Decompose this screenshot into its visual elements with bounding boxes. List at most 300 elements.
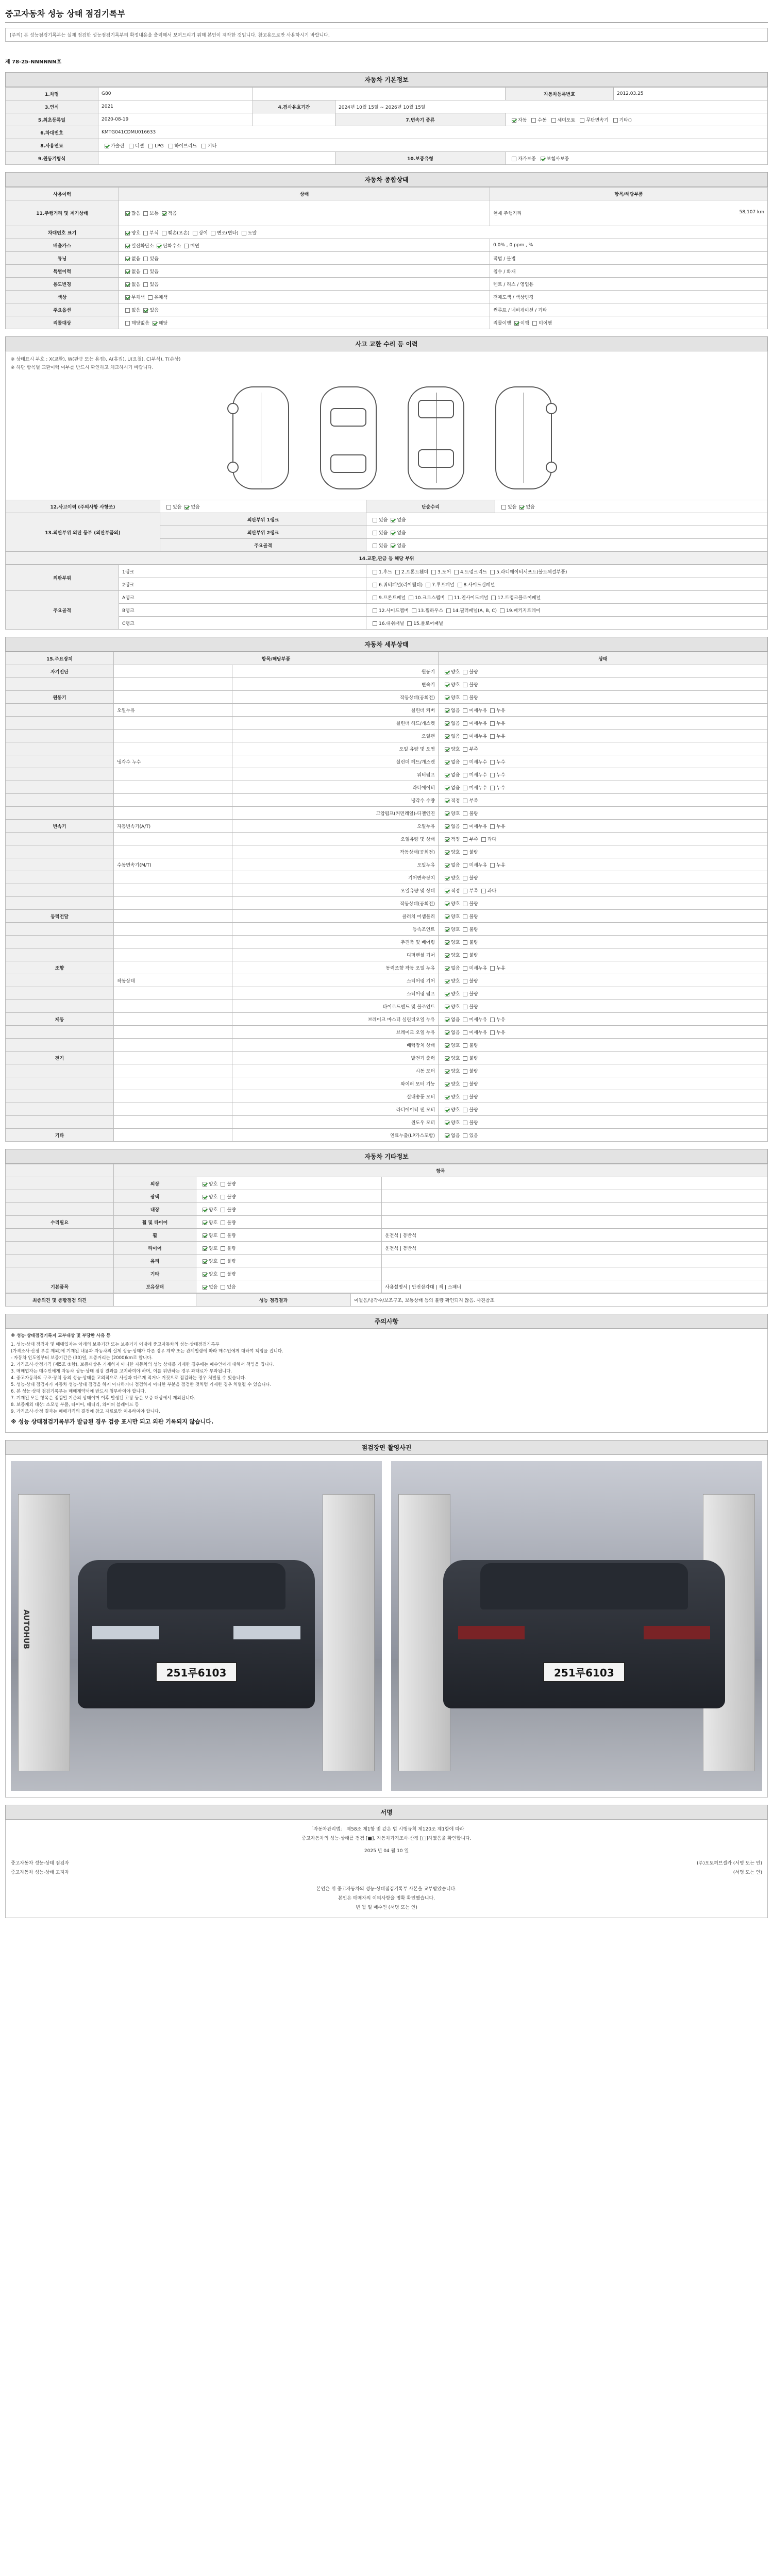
accident-title: 사고 교환 수리 등 이력: [5, 336, 768, 351]
label-emission: 배출가스: [6, 239, 119, 252]
checkbox: [551, 118, 556, 123]
checkbox: [373, 531, 377, 535]
detail-row: 디퍼렌셜 기어 양호 불량: [6, 948, 768, 961]
checkbox: [445, 1005, 449, 1009]
document-number: 제 78-25-NNNNNN호: [5, 59, 62, 65]
checkbox: [203, 1285, 207, 1290]
detail-row: 오일누유 실린더 커버 없음 미세누유 누유: [6, 704, 768, 717]
other-row: 타이어 양호 불량 운전석 | 동반석: [6, 1242, 768, 1255]
checkbox: [162, 211, 166, 216]
checkbox: [490, 734, 495, 739]
caution-title: 주의사항: [5, 1314, 768, 1329]
checkbox: [426, 583, 430, 587]
detail-row: 기어변속장치 양호 불량: [6, 871, 768, 884]
value-opinion: 이월음/냉각수/보조구조, 보통상태 등의 불량 확인되지 않음. 사진참조: [351, 1294, 768, 1307]
checkbox: [148, 144, 153, 148]
checkbox: [445, 1082, 449, 1087]
detail-row: 라디에이터 팬 모터 양호 불량: [6, 1103, 768, 1116]
checkbox: [463, 1133, 467, 1138]
caution-line: 8. 보증제외 대상: 소모성 부품, 타이어, 배터리, 와이퍼 블레이드 등: [11, 1402, 139, 1408]
checkbox: [445, 1121, 449, 1125]
label-exchange-parts: 14.교환,판금 등 해당 부위: [6, 552, 768, 565]
detail-row: 윈도우 모터 양호 불량: [6, 1116, 768, 1129]
legend-note: ※ 하단 항목별 교환이력 여부를 반드시 확인하고 체크하시기 바랍니다.: [11, 365, 154, 370]
checkbox: [201, 144, 206, 148]
front-photo: [11, 1461, 382, 1791]
checkbox: [203, 1208, 207, 1212]
checkbox: [125, 244, 130, 248]
checkbox: [532, 321, 537, 326]
col-history: 사용이력: [6, 188, 119, 200]
checkbox: [221, 1246, 225, 1251]
car-top-front: [320, 386, 377, 489]
checkbox: [463, 1069, 467, 1074]
checkbox: [463, 837, 467, 842]
checkbox: [143, 308, 148, 313]
caution-line: 4. 중고자동차의 구조·장치 등의 성능·상태를 고의적으로 사실과 다르게 적거나 거짓으로 점검하는 경우 처벌될 수 있습니다.: [11, 1376, 246, 1381]
checkbox: [373, 544, 377, 548]
checkbox: [445, 1018, 449, 1022]
photo-title: 점검장면 촬영사진: [5, 1440, 768, 1455]
checkbox: [445, 1108, 449, 1112]
checkbox: [391, 518, 395, 522]
other-row: 유리 양호 불량: [6, 1255, 768, 1267]
detail-row: 수동변속기(M/T) 오일누유 없음 미세누유 누유: [6, 858, 768, 871]
sign-date: 2025 년 04 월 10 일: [364, 1849, 409, 1854]
detail-row: 스티어링 펌프 양호 불량: [6, 987, 768, 1000]
checkbox: [125, 321, 130, 326]
checkbox: [203, 1221, 207, 1225]
general-status-title: 자동차 종합상태: [5, 172, 768, 187]
label-year: 3.연식: [6, 100, 98, 113]
detail-row: 전기 발전기 출력 양호 불량: [6, 1052, 768, 1064]
checkbox: [500, 608, 505, 613]
label-inspection-period: 4.검사유효기간: [253, 100, 335, 113]
checkbox: [445, 1056, 449, 1061]
checkbox: [490, 760, 495, 765]
checkbox: [463, 927, 467, 932]
checkbox: [463, 811, 467, 816]
checkbox: [445, 953, 449, 958]
checkbox: [463, 1056, 467, 1061]
signature-section: 서명 「자동차관리법」 제58조 제1항 및 같은 법 시행규칙 제120조 제1항에 따라 중고자동차의 성능·상태를 점검 [■], 자동차가격조사·산정 [□]하였음을 확인합니다. 2025 년 04 월 10 일 중고자동차 성능·상태 점검자 (주)오토허브셀카 (서명 또는 인) 중고자동차 성능·상태 고지자 (서명 또는 인) 본인은 위 중고자동차의 성능·상태점검기록부 사본을 교부받았습니다. 본인은 매매자의 이의사항을 명확 확인했습니다. 년 월 일 매수인 (서명 또는 인): [5, 1805, 768, 1918]
checkbox: [221, 1285, 225, 1290]
checkbox: [445, 773, 449, 777]
caution-section: [5, 1314, 768, 1433]
checkbox: [463, 824, 467, 829]
rear-photo: [391, 1461, 762, 1791]
checkbox: [463, 940, 467, 945]
detail-row: 작동상태(공회전) 양호 불량: [6, 897, 768, 910]
checkbox: [203, 1259, 207, 1264]
checkbox: [512, 118, 516, 123]
other-info-section: [5, 1149, 768, 1307]
basic-info-title: 자동차 기본정보: [5, 72, 768, 87]
checkbox: [463, 979, 467, 984]
checkbox: [445, 824, 449, 829]
detail-title: 자동차 세부상태: [5, 637, 768, 652]
checkbox: [490, 1018, 495, 1022]
detail-row: 등속조인트 양호 불량: [6, 923, 768, 936]
checkbox: [125, 269, 130, 274]
basic-info-table: [5, 87, 768, 165]
checkbox: [501, 505, 506, 510]
checkbox: [105, 144, 109, 148]
checkbox: [445, 1030, 449, 1035]
transmission-options: 자동 수동 세미오토 무단변속기 기타(): [506, 113, 768, 126]
checkbox: [143, 231, 148, 235]
checkbox: [391, 531, 395, 535]
car-side-right: [495, 386, 552, 489]
checkbox: [373, 621, 377, 626]
label-accident-history: 12.사고이력 (주의사항 사항조): [6, 500, 160, 513]
checkbox: [463, 1095, 467, 1099]
checkbox: [463, 966, 467, 971]
label-fuel: 8.사용연료: [6, 139, 98, 152]
checkbox: [184, 244, 189, 248]
checkbox: [203, 1182, 207, 1187]
detail-row: 와이퍼 모터 기능 양호 불량: [6, 1077, 768, 1090]
detail-row: 시동 모터 양호 불량: [6, 1064, 768, 1077]
label-opinion: 최종의견 및 종합점검 의견: [6, 1294, 114, 1307]
checkbox: [512, 157, 516, 161]
label-exterior-parts: 13.외판부위 외판 등부 (외판부품의): [6, 513, 160, 552]
checkbox: [373, 570, 377, 574]
checkbox: [514, 321, 519, 326]
label-transmission: 7.변속기 종류: [335, 113, 506, 126]
value-first-reg: 2012.03.25: [614, 88, 768, 100]
checkbox: [463, 1082, 467, 1087]
detail-row: 워터펌프 없음 미세누수 누수: [6, 768, 768, 781]
detail-row: 작동상태(공회전) 양호 불량: [6, 845, 768, 858]
checkbox: [221, 1221, 225, 1225]
car-top-rear: [408, 386, 464, 489]
accident-section: [5, 336, 768, 630]
checkbox: [463, 1018, 467, 1022]
detail-row: 변속기 자동변속기(A/T) 오일누유 없음 미세누유 누유: [6, 820, 768, 833]
label-vin-mark: 차대번호 표기: [6, 226, 119, 239]
label-simple-repair: 단순수리: [366, 500, 495, 513]
checkbox: [463, 696, 467, 700]
caution-body: ※ 성능·상태점검기록지 교부대상 및 부당한 사유 등 1. 성능·상태 점검자 및 매매업자는 아래의 보증기간 또는 보증거리 이내에 중고자동차의 성능·상태점검기록부 (가격조사·산정 부분 제외)에 기재된 내용과 자동차의 실제 성능·상태가 다른 경우 계약 또는 관계법령에 따라 매수인에게 대하여 책임을 집니다. - 자동차 인도일부터 보증기간은 (30)일, 보증거리는 (2000)km로 합니다. 2. 가격조사·산정가격 (제5조 ②항), 보증대상은 기재하지 아니한 자동차의 성능 상태를 기재한 경우에는 매수인에게 대해서 책임을 집니다. 3. 매매업자는 매수인에게 자동차 성능·상태 점검 결과를 고지하여야 하며, 이를 위반하는 경우 과태료가 부과됩니다. 4. 중고자동차의 구조·장치 등의 성능·상태를 고의적으로 사실과 다르게 적거나 거짓으로 점검하는 경우 처벌될 수 있습니다. 5. 성능·상태 점검자가 자동차 성능·상태 점검을 하지 아니하거나 점검하지 아니한 부분을 점검한 것처럼 기재한 경우 처벌될 수 있습니다. 6. 본 성능·상태 점검기록부는 매매계약서에 반드시 첨부하여야 합니다. 7. 기재된 모든 항목은 점검일 기준의 상태이며 이후 발생된 고장 등은 보증 대상에서 제외됩니다. 8. 보증제외 대상: 소모성 부품, 타이어, 배터리, 와이퍼 블레이드 등 9. 가격조사·산정 결과는 매매가격의 결정에 참고 자료로만 이용하여야 합니다. ※ 성능 상태점검기록부가 발급된 경우 검증 표시만 되고 외관 기록되지 않습니다.: [5, 1329, 768, 1433]
checkbox: [458, 583, 462, 587]
checkbox: [445, 1069, 449, 1074]
checkbox: [125, 295, 130, 300]
detail-row: 배력장치 상태 양호 불량: [6, 1039, 768, 1052]
photo-section: [5, 1440, 768, 1798]
checkbox: [490, 824, 495, 829]
value-vin: KMTG041CDMU016633: [98, 126, 768, 139]
checkbox: [407, 621, 412, 626]
checkbox: [445, 837, 449, 842]
label-engine-type: 9.원동기형식: [6, 152, 98, 165]
caution-line: 2. 가격조사·산정가격 (제5조 ②항), 보증대상은 기재하지 아니한 자동차의 성능 상태를 기재한 경우에는 매수인에게 대해서 책임을 집니다.: [11, 1362, 275, 1367]
caution-line: 1. 성능·상태 점검자 및 매매업자는 아래의 보증기간 또는 보증거리 이내에 중고자동차의 성능·상태점검기록부: [11, 1342, 220, 1347]
detail-section: [5, 637, 768, 1142]
detail-row: 오일유량 및 상태 적정 부족 과다: [6, 884, 768, 897]
checkbox: [613, 118, 618, 123]
checkbox: [445, 1133, 449, 1138]
checkbox: [148, 295, 153, 300]
checkbox: [431, 570, 436, 574]
value-mileage: 58,107 km: [739, 210, 764, 215]
checkbox: [463, 863, 467, 868]
col-parts: 항목/해당부품: [490, 188, 768, 200]
checkbox: [541, 157, 545, 161]
checkbox: [169, 144, 173, 148]
checkbox: [125, 257, 130, 261]
detail-row: 실내송풍 모터 양호 불량: [6, 1090, 768, 1103]
detail-row: 냉각수 누수 실린더 헤드/개스켓 없음 미세누수 누수: [6, 755, 768, 768]
other-row: 기본품목 보유상태 없음 있음 사용설명서 | 안전삼각대 | 잭 | 스패너: [6, 1280, 768, 1293]
caution-line: 7. 기재된 모든 항목은 점검일 기준의 상태이며 이후 발생된 고장 등은 보증 대상에서 제외됩니다.: [11, 1396, 195, 1401]
other-info-table: 항목 외장 양호 불량 광택 양호 불량 내장 양호 불량 수리필요 휠 및 타이어 양호 불량 휠 양호 불량 운전석 | 동반석 타이어 양호 불량 운전석 | 동반석 유리 양호 불량 기타 양호 불량 기본품목 보유상태 없음 있음 사용설명서 | 안전삼각대 | 잭 | 스패너: [5, 1164, 768, 1293]
photo-brand-text: AUTOHUB: [22, 1609, 30, 1649]
detail-row: 오일 유량 및 오염 양호 부족: [6, 742, 768, 755]
checkbox: [166, 505, 171, 510]
checkbox: [463, 850, 467, 855]
checkbox: [203, 1246, 207, 1251]
checkbox: [412, 608, 416, 613]
label-first-reg: 5.최초등록일: [6, 113, 98, 126]
checkbox: [446, 608, 451, 613]
checkbox: [143, 269, 148, 274]
checkbox: [221, 1182, 225, 1187]
checkbox: [203, 1195, 207, 1199]
detail-row: 브레이크 오일 누유 없음 미세누유 누유: [6, 1026, 768, 1039]
checkbox: [143, 257, 148, 261]
checkbox: [221, 1208, 225, 1212]
checkbox: [445, 876, 449, 880]
label-current-mileage: 현재 주행거리: [493, 211, 522, 216]
accident-table: 12.사고이력 (주의사항 사항조) 있음 없음 단순수리 있음 없음 13.외판부위 외판 등부 (외판부품의) 외판부위 1랭크 있음 없음 외판부위 2랭크 있음 없음 주요골격 있음 없음 14.교환,판금 등 해당 부위: [5, 500, 768, 565]
checkbox: [221, 1195, 225, 1199]
checkbox: [445, 799, 449, 803]
col-state: 상태: [119, 188, 490, 200]
checkbox: [242, 231, 246, 235]
value-first-reg-date: 2020-08-19: [98, 113, 253, 126]
checkbox: [463, 708, 467, 713]
checkbox: [463, 876, 467, 880]
checkbox: [463, 953, 467, 958]
caution-line: 5. 성능·상태 점검자가 자동차 성능·상태 점검을 하지 아니하거나 점검하지 아니한 부분을 점검한 것처럼 기재한 경우 처벌될 수 있습니다.: [11, 1382, 272, 1387]
label-vin: 6.차대번호: [6, 126, 98, 139]
label-reg-no: 자동차등록번호: [506, 88, 614, 100]
checkbox: [463, 1005, 467, 1009]
checkbox: [373, 583, 377, 587]
caution-line: 3. 매매업자는 매수인에게 자동차 성능·상태 점검 결과를 고지하여야 하며, 이를 위반하는 경우 과태료가 부과됩니다.: [11, 1369, 232, 1374]
other-row: 내장 양호 불량: [6, 1203, 768, 1216]
checkbox: [391, 544, 395, 548]
checkbox: [409, 596, 413, 600]
exchange-grid: 외판부위 1랭크 1.후드 2.프론트휀더 3.도어 4.트렁크리드 5.라디에이터서포트(볼트체결부품) 2랭크 6.쿼터패널(리어휀더) 7.루프패널 8.사이드실패널 주요골격 A랭크 9.프론트패널 10.크로스멤버 11.인사이드패널 17.트렁크플로어패널 B랭크 12.사이드멤버 13.휠하우스 14.필러패널(A, B, C) 19.패키지트레이 C랭크 16.대쉬패널 15.플로어패널: [5, 565, 768, 630]
group-frame: 주요골격: [6, 591, 119, 630]
checkbox: [203, 1233, 207, 1238]
caution-line: 6. 본 성능·상태 점검기록부는 매매계약서에 반드시 첨부하여야 합니다.: [11, 1389, 146, 1394]
detail-row: 원동기 작동상태(공회전) 양호 불량: [6, 691, 768, 704]
label-mileage: 11.주행거리 및 계기상태: [6, 200, 119, 226]
checkbox: [490, 708, 495, 713]
notice-text: [주의] 본 성능점검기록부는 실제 점검한 성능점검기록부의 확정내용을 출력해서 보여드리기 위해 본인이 제작한 것입니다. 참고용도로만 사용하시기 바랍니다.: [5, 28, 768, 42]
checkbox: [373, 608, 377, 613]
group-exterior: 외판부위: [6, 565, 119, 591]
other-row: 휠 양호 불량 운전석 | 동반석: [6, 1229, 768, 1242]
checkbox: [463, 1121, 467, 1125]
checkbox: [463, 889, 467, 893]
checkbox: [125, 308, 130, 313]
car-diagram: [5, 376, 768, 500]
signature-title: 서명: [5, 1805, 768, 1820]
label-result: 성능 점검결과: [196, 1294, 351, 1307]
checkbox: [143, 211, 148, 216]
detail-row: 기타 연료누출(LP가스포함) 없음 있음: [6, 1129, 768, 1142]
warranty-options: 자가보증 보험사보증: [506, 152, 768, 165]
checkbox: [463, 670, 467, 674]
checkbox: [463, 786, 467, 790]
checkbox: [491, 596, 496, 600]
checkbox: [463, 914, 467, 919]
checkbox: [463, 1043, 467, 1048]
checkbox: [531, 118, 536, 123]
checkbox: [445, 914, 449, 919]
checkbox: [129, 144, 133, 148]
other-row: 수리필요 휠 및 타이어 양호 불량: [6, 1216, 768, 1229]
checkbox: [490, 786, 495, 790]
label-tuning: 튜닝: [6, 252, 119, 265]
checkbox: [490, 1030, 495, 1035]
basic-info-section: [5, 72, 768, 165]
opinion-table: [5, 1293, 768, 1307]
checkbox: [481, 889, 486, 893]
checkbox: [125, 282, 130, 287]
checkbox: [221, 1259, 225, 1264]
checkbox: [125, 231, 130, 235]
checkbox: [463, 773, 467, 777]
checkbox: [463, 799, 467, 803]
value-year: 2021: [98, 100, 253, 113]
value-car-name: G80: [98, 88, 253, 100]
checkbox: [445, 683, 449, 687]
label-special-history: 특별이력: [6, 265, 119, 278]
caution-line: (가격조사·산정 부분 제외)에 기재된 내용과 자동차의 실제 성능·상태가 다른 경우 계약 또는 관계법령에 따라 매수인에게 대하여 책임을 집니다.: [11, 1349, 283, 1354]
other-row: 기타 양호 불량: [6, 1267, 768, 1280]
detail-row: 오일팬 없음 미세누유 누유: [6, 730, 768, 742]
value-emission: 0.0% , 0 ppm , %: [490, 239, 768, 252]
checkbox: [463, 760, 467, 765]
checkbox: [445, 979, 449, 984]
caution-line: 9. 가격조사·산정 결과는 매매가격의 결정에 참고 자료로만 이용하여야 합니다.: [11, 1409, 160, 1414]
checkbox: [373, 596, 377, 600]
checkbox: [211, 231, 215, 235]
legend-symbols: ※ 상태표시 부호 : X(교환), W(판금 또는 용접), A(흠집), U(요철), C(부식), T(손상): [11, 357, 181, 362]
checkbox: [445, 708, 449, 713]
checkbox: [445, 863, 449, 868]
general-status-section: [5, 172, 768, 329]
document: [5, 5, 768, 1918]
detail-row: 고압펌프(커먼레일)-디젤엔진 양호 불량: [6, 807, 768, 820]
checkbox: [580, 118, 584, 123]
detail-row: 타이로드엔드 및 볼조인트 양호 불량: [6, 1000, 768, 1013]
checkbox: [463, 1108, 467, 1112]
detail-row: 동력전달 클러치 어셈블리 양호 불량: [6, 910, 768, 923]
checkbox: [125, 211, 130, 216]
checkbox: [445, 927, 449, 932]
label-usage-change: 용도변경: [6, 278, 119, 291]
checkbox: [490, 570, 495, 574]
label-color: 색상: [6, 291, 119, 303]
checkbox: [448, 596, 452, 600]
caution-line: - 자동차 인도일부터 보증기간은 (30)일, 보증거리는 (2000)km로 합니다.: [11, 1355, 153, 1361]
checkbox: [445, 696, 449, 700]
other-info-title: 자동차 기타정보: [5, 1149, 768, 1164]
caution-emphasis: ※ 성능 상태점검기록부가 발급된 경우 검증 표시만 되고 외관 기록되지 않습니다.: [11, 1418, 214, 1425]
checkbox: [373, 518, 377, 522]
checkbox: [395, 570, 400, 574]
label-warranty: 10.보증유형: [335, 152, 506, 165]
checkbox: [463, 992, 467, 996]
checkbox: [162, 231, 166, 235]
front-plate: 251루6103: [156, 1662, 237, 1682]
detail-row: 추진축 및 베어링 양호 불량: [6, 936, 768, 948]
other-row: 외장 양호 불량: [6, 1177, 768, 1190]
detail-table: 15.주요장치 항목/해당부품 상태 자기진단 원동기 양호 불량 변속기 양호 불량 원동기 작동상태(공회전) 양호 불량 오일누유 실린더 커버 없음 미세누유 누유 실린더 헤드/개스켓 없음 미세누유 누유 오일팬 없음 미세누유 누유 오일 유량 및 오염 양호 부족 냉각수 누수 실린더 헤드/개스켓 없음 미세누수 누수 워터펌프 없음 미세누수 누수 라디에이터 없음 미세누수 누수 냉각수 수량 적정 부족 고압펌프(커먼레일)-디젤엔진 양호 불량 변속기 자동변속기(A/T) 오일누유 없음 미세누유 누유 오일유량 및 상태 적정 부족 과다 작동상태(공회전) 양호 불량 수동변속기(M/T) 오일누유 없음 미세누유 누유 기어변속장치 양호 불량 오일유량 및 상태 적정 부족 과다 작동상태(공회전) 양호 불량 동력전달 클러치 어셈블리 양호 불량 등속조인트 양호 불량 추진축 및 베어링 양호 불량 디퍼렌셜 기어 양호 불량 조향 동력조향 작동 오일 누유 없음 미세누유 누유 작동상태 스티어링 기어 양호 불량 스티어링 펌프 양호 불량 타이로드엔드 및 볼조인트 양호 불량 제동 브레이크 마스터 실린더오일 누유 없음 미세누유 누유 브레이크 오일 누유 없음 미세누유 누유 배력장치 상태 양호 불량 전기 발전기 출력 양호 불량 시동 모터 양호 불량 와이퍼 모터 기능 양호 불량 실내송풍 모터 양호 불량 라디에이터 팬 모터 양호 불량 윈도우 모터 양호 불량 기타 연료누출(LP가스포함) 없음 있음: [5, 652, 768, 1142]
checkbox: [143, 282, 148, 287]
document-title: 중고자동차 성능 상태 점검기록부: [5, 5, 768, 23]
fuel-options: 가솔린 디젤 LPG 하이브리드 기타: [98, 139, 768, 152]
other-row: 광택 양호 불량: [6, 1190, 768, 1203]
checkbox: [463, 747, 467, 752]
checkbox: [454, 570, 459, 574]
checkbox: [445, 889, 449, 893]
rear-plate: 251루6103: [543, 1662, 625, 1682]
checkbox: [463, 721, 467, 726]
checkbox: [490, 721, 495, 726]
checkbox: [490, 773, 495, 777]
checkbox: [445, 734, 449, 739]
checkbox: [153, 321, 157, 326]
checkbox: [445, 747, 449, 752]
checkbox: [203, 1272, 207, 1277]
detail-row: 라디에이터 없음 미세누수 누수: [6, 781, 768, 794]
checkbox: [184, 505, 189, 510]
checkbox: [445, 850, 449, 855]
checkbox: [519, 505, 524, 510]
detail-row: 자기진단 원동기 양호 불량: [6, 665, 768, 678]
checkbox: [490, 966, 495, 971]
detail-row: 조향 동력조향 작동 오일 누유 없음 미세누유 누유: [6, 961, 768, 974]
value-inspection-period: 2024년 10월 15일 ~ 2026년 10월 15일: [335, 100, 768, 113]
checkbox: [445, 721, 449, 726]
label-recall: 리콜대상: [6, 316, 119, 329]
checkbox: [157, 244, 161, 248]
car-side-left: [232, 386, 289, 489]
checkbox: [445, 811, 449, 816]
label-options: 주요옵션: [6, 303, 119, 316]
checkbox: [445, 1095, 449, 1099]
checkbox: [490, 863, 495, 868]
checkbox: [445, 760, 449, 765]
checkbox: [445, 966, 449, 971]
checkbox: [221, 1233, 225, 1238]
detail-row: 실린더 헤드/개스켓 없음 미세누유 누유: [6, 717, 768, 730]
general-status-table: 사용이력 상태 항목/해당부품 11.주행거리 및 계기상태 많음 보통 적음 현재 주행거리 58,107 km 차대번호 표기 양호 부식 훼손(오손) 상이 변조(변타) 도말 배출가스 일산화탄소 탄화수소 매연 0.0% , 0 ppm , % 튜닝 없음 있음 적법 / 불법 특별이력 없음 있음 침수 / 화재 용도변경 없음 있음 렌트 / 리스 / 영업용 색상 무채색 유채색 전체도색 / 색상변경 주요옵션 없음 있음 썬루프 / 네비게이션 / 기타 리콜대상 해당없음 해당 리콜이행 이행 미이행: [5, 187, 768, 329]
detail-row: 변속기 양호 불량: [6, 678, 768, 691]
detail-row: 오일유량 및 상태 적정 부족 과다: [6, 833, 768, 845]
checkbox: [445, 670, 449, 674]
checkbox: [445, 992, 449, 996]
checkbox: [463, 734, 467, 739]
detail-row: 작동상태 스티어링 기어 양호 불량: [6, 974, 768, 987]
